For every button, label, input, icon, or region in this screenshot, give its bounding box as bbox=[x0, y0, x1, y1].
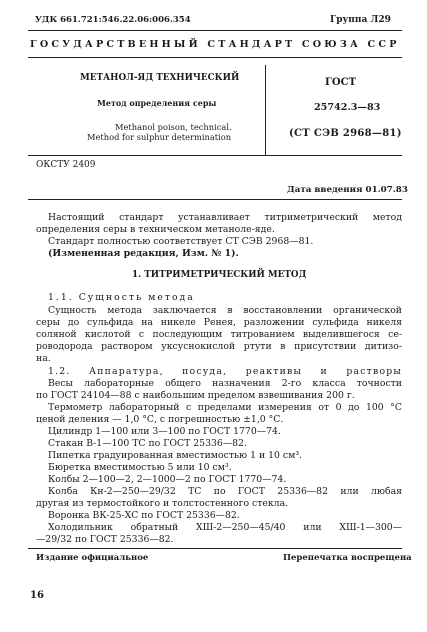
s12-line-4: ценой деления — 1,0 °С, с погрешностью ±1,0 °С. bbox=[36, 414, 284, 425]
okstu-code: ОКСТУ 2409 bbox=[36, 160, 96, 170]
s12-line-9: Колбы 2—100—2, 2—1000—2 по ГОСТ 1770—74. bbox=[48, 474, 287, 485]
section-1-2-heading: 1.2. Аппаратура, посуда, реактивы и растворы bbox=[48, 366, 402, 377]
reprint-prohibited: Перепечатка воспрещена bbox=[283, 553, 412, 563]
document-subtitle: Метод определения серы bbox=[97, 98, 217, 108]
title-block-rule bbox=[28, 155, 402, 156]
s12-line-5: Цилиндр 1—100 или 3—100 по ГОСТ 1770—74. bbox=[48, 426, 281, 437]
s11-line-5: на. bbox=[36, 353, 51, 364]
s12-line-3: Термометр лабораторный с пределами измерения от 0 до 100 °С bbox=[48, 402, 402, 413]
s12-line-11: другая из термостойкого и толстостенного стекла. bbox=[36, 498, 289, 509]
title-en-line-1: Methanol poison, technical. bbox=[115, 122, 232, 132]
s12-line-2: по ГОСТ 24104—88 с наибольшим пределом взвешивания 200 г. bbox=[36, 390, 355, 401]
s11-line-4: роводорода раствором уксуснокислой ртути в присутствии дитизо- bbox=[36, 341, 402, 352]
group-code: Группа Л29 bbox=[330, 15, 391, 25]
page-number: 16 bbox=[30, 590, 44, 601]
s12-line-12: Воронка ВК-25-ХС по ГОСТ 25336—82. bbox=[48, 510, 240, 521]
section-title: 1. ТИТРИМЕТРИЧЕСКИЙ МЕТОД bbox=[132, 270, 307, 280]
gost-label: ГОСТ bbox=[325, 77, 357, 88]
intro-date: Дата введения 01.07.83 bbox=[287, 185, 408, 195]
document-title: МЕТАНОЛ-ЯД ТЕХНИЧЕСКИЙ bbox=[80, 73, 240, 83]
s12-line-10: Колба Кн-2—250—29/32 ТС по ГОСТ 25336—82 или любая bbox=[48, 486, 402, 497]
intro-line-1: Настоящий стандарт устанавливает титриметрический метод bbox=[48, 212, 402, 223]
s11-line-2: серы до сульфида на никеле Ренея, разложении сульфида никеля bbox=[36, 317, 402, 328]
date-rule bbox=[28, 199, 402, 200]
s12-line-13: Холодильник обратный ХШ-2—250—45/40 или ХШ-1—300— bbox=[48, 522, 402, 533]
title-en-line-2: Method for sulphur determination bbox=[87, 132, 232, 142]
s11-line-1: Сущность метода заключается в восстановлении органической bbox=[48, 305, 402, 316]
gost-number: 25742.3—83 bbox=[314, 102, 381, 113]
header-rule bbox=[28, 30, 402, 31]
intro-line-3: Стандарт полностью соответствует СТ СЭВ 2968—81. bbox=[48, 236, 314, 247]
st-sev-number: (СТ СЭВ 2968—81) bbox=[289, 128, 402, 139]
official-edition: Издание официальное bbox=[36, 553, 149, 563]
s12-line-8: Бюретка вместимостью 5 или 10 см³. bbox=[48, 462, 232, 473]
title-divider bbox=[265, 65, 266, 155]
s11-line-3: соляной кислотой с последующим титрованием выделившегося се- bbox=[36, 329, 402, 340]
footer-rule bbox=[28, 548, 402, 549]
amendment-note: (Измененная редакция, Изм. № 1). bbox=[48, 248, 239, 259]
intro-line-2: определения серы в техническом метаноле-яде. bbox=[36, 224, 275, 235]
standard-banner: ГОСУДАРСТВЕННЫЙ СТАНДАРТ СОЮЗА ССР bbox=[30, 39, 400, 50]
section-1-1-heading: 1.1. Сущность метода bbox=[48, 292, 195, 303]
s12-line-1: Весы лабораторные общего назначения 2-го класса точности bbox=[48, 378, 402, 389]
s12-line-14: —29/32 по ГОСТ 25336—82. bbox=[36, 534, 174, 545]
banner-rule bbox=[28, 57, 402, 58]
s12-line-7: Пипетка градуированная вместимостью 1 и 10 см³. bbox=[48, 450, 303, 461]
udk-code: УДК 661.721:546.22.06:006.354 bbox=[35, 15, 191, 25]
s12-line-6: Стакан В-1—100 ТС по ГОСТ 25336—82. bbox=[48, 438, 247, 449]
